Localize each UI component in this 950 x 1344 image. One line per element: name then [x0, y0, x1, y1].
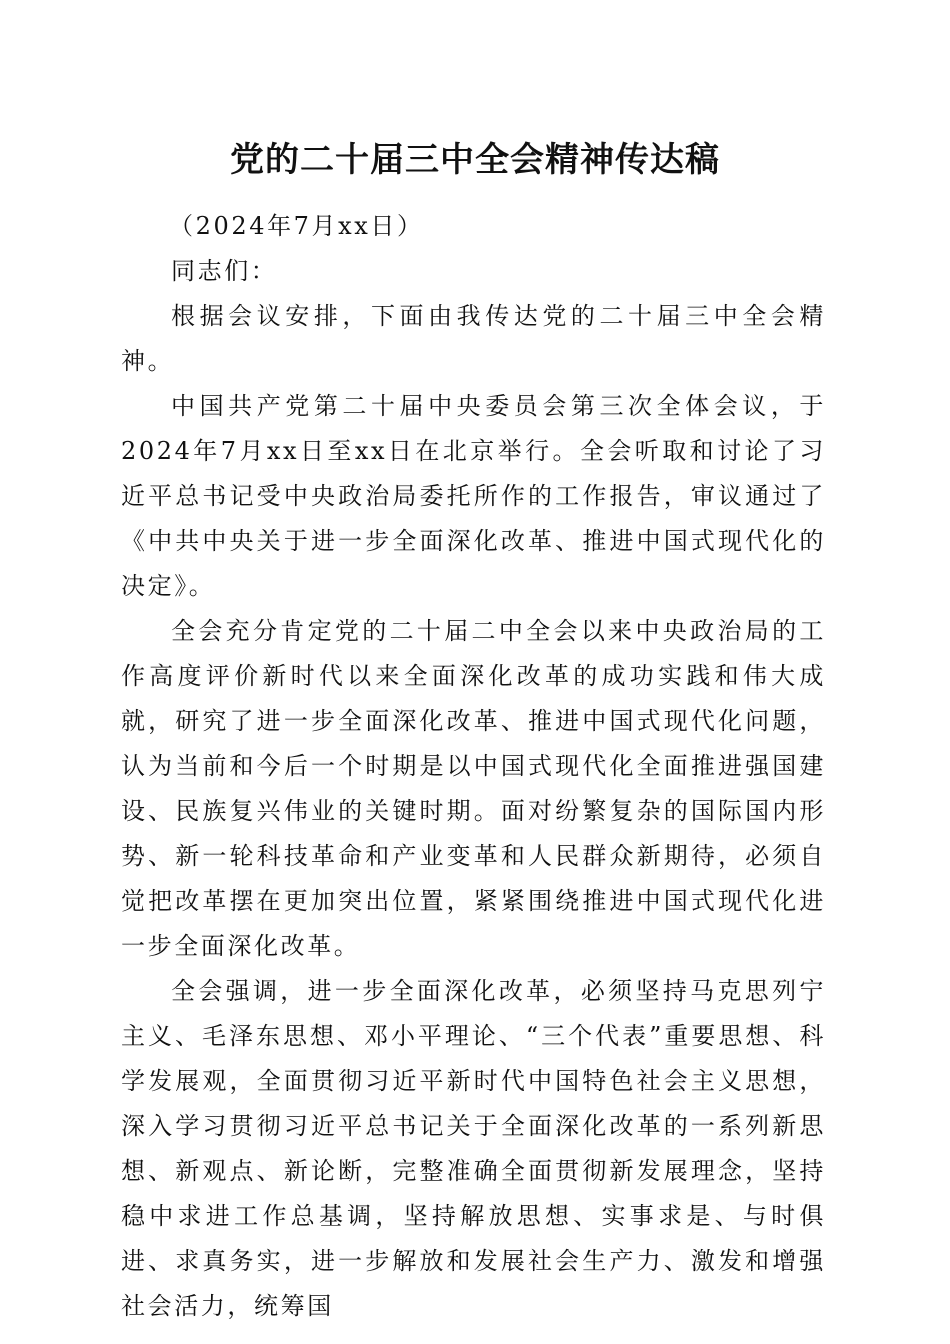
document-title: 党的二十届三中全会精神传达稿	[230, 140, 720, 180]
date-line: （2024年7月xx日）	[169, 212, 424, 240]
paragraph-3: 全会充分肯定党的二十届二中全会以来中央政治局的工作高度评价新时代以来全面深化改革的成功实践和伟大成就，研究了进一步全面深化改革、推进中国式现代化问题，认为当前和今后一个时期是以中国式现代化全面推进强国建设、民族复兴伟业的关键时期。面对纷繁复杂的国际国内形势、新一轮科技革命和产业变革和人民群众新期待，必须自觉把改革摆在更加突出位置，紧紧围绕推进中国式现代化进一步全面深化改革。	[121, 617, 826, 960]
document-body	[121, 204, 826, 1329]
salutation: 同志们：	[171, 257, 278, 285]
paragraph-2: 中国共产党第二十届中央委员会第三次全体会议，于2024年7月xx日至xx日在北京举行。全会听取和讨论了习近平总书记受中央政治局委托所作的工作报告，审议通过了《中共中央关于进一步全面深化改革、推进中国式现代化的决定》。	[121, 392, 826, 600]
paragraph-4: 全会强调，进一步全面深化改革，必须坚持马克思列宁主义、毛泽东思想、邓小平理论、“三个代表”重要思想、科学发展观，全面贯彻习近平新时代中国特色社会主义思想，深入学习贯彻习近平总书记关于全面深化改革的一系列新思想、新观点、新论断，完整准确全面贯彻新发展理念，坚持稳中求进工作总基调，坚持解放思想、实事求是、与时俱进、求真务实，进一步解放和发展社会生产力、激发和增强社会活力，统筹国	[121, 977, 826, 1320]
paragraph-1: 根据会议安排，下面由我传达党的二十届三中全会精神。	[121, 302, 826, 375]
